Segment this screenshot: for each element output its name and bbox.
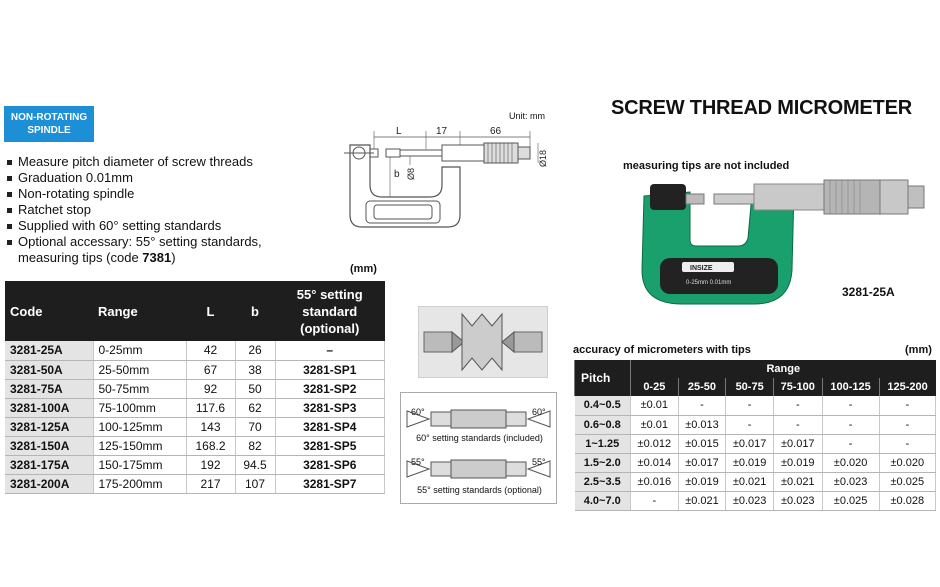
col-range-2: 50-75: [726, 378, 774, 396]
table-row: [5, 455, 385, 474]
cell-range: 175-200mm: [93, 474, 186, 493]
cell-L: 168.2: [186, 436, 235, 455]
table-row: [575, 453, 936, 472]
cell-value: -: [726, 396, 774, 415]
cell-range: 0-25mm: [93, 341, 186, 360]
cell-value: -: [822, 415, 879, 434]
table-row: [5, 360, 385, 379]
cell-value: -: [773, 396, 822, 415]
cell-value: ±0.01: [631, 415, 679, 434]
col-range-4: 100-125: [822, 378, 879, 396]
cell-L: 192: [186, 455, 235, 474]
col-L: L: [186, 281, 235, 341]
cell-value: ±0.021: [726, 472, 774, 491]
table-row: [575, 434, 936, 453]
tips-note: measuring tips are not included: [623, 160, 790, 172]
cell-pitch: 1~1.25: [575, 434, 631, 453]
frame-range-text: 0-25mm 0.01mm: [686, 280, 732, 286]
col-range-group: Range: [631, 360, 936, 378]
feature-cont-suffix: ): [171, 250, 176, 265]
cell-standard: 3281-SP7: [275, 474, 385, 493]
cell-value: ±0.013: [678, 415, 726, 434]
dim-L: L: [396, 126, 402, 137]
cell-range: 50-75mm: [93, 379, 186, 398]
cell-standard: 3281-SP3: [275, 398, 385, 417]
cell-value: ±0.021: [773, 472, 822, 491]
thread-tip-illustration: [418, 306, 548, 378]
std55-angle-right: 55°: [532, 457, 546, 467]
col-code: Code: [5, 281, 93, 341]
cell-value: ±0.016: [631, 472, 679, 491]
table-row: [5, 436, 385, 455]
dim-d8: Ø8: [406, 167, 416, 180]
spec-table-unit: (mm): [350, 263, 377, 275]
cell-b: 70: [235, 417, 275, 436]
dimension-drawing: [330, 105, 560, 245]
col-b: b: [235, 281, 275, 341]
cell-code: 3281-50A: [5, 360, 93, 379]
tip-code: 7381: [142, 250, 172, 265]
cell-pitch: 0.4~0.5: [575, 396, 631, 415]
cell-code: 3281-175A: [5, 455, 93, 474]
cell-b: 50: [235, 379, 275, 398]
cell-standard: 3281-SP2: [275, 379, 385, 398]
cell-value: ±0.019: [726, 453, 774, 472]
cell-value: -: [631, 491, 679, 510]
cell-value: -: [726, 415, 774, 434]
table-row: [5, 474, 385, 493]
cell-code: 3281-200A: [5, 474, 93, 493]
cell-b: 82: [235, 436, 275, 455]
cell-value: -: [879, 415, 935, 434]
cell-value: ±0.020: [879, 453, 935, 472]
cell-standard: 3281-SP5: [275, 436, 385, 455]
cell-value: ±0.020: [822, 453, 879, 472]
cell-range: 150-175mm: [93, 455, 186, 474]
cell-code: 3281-150A: [5, 436, 93, 455]
cell-b: 94.5: [235, 455, 275, 474]
dim-d18: Ø18: [538, 149, 548, 167]
std60-caption: 60° setting standards (included): [416, 433, 543, 443]
accuracy-title: accuracy of micrometers with tips: [573, 344, 751, 356]
cell-b: 62: [235, 398, 275, 417]
cell-value: ±0.023: [822, 472, 879, 491]
std60-angle-right: 60°: [532, 407, 546, 417]
cell-value: ±0.019: [773, 453, 822, 472]
table-row: [5, 341, 385, 360]
table-row: [575, 415, 936, 434]
cell-value: -: [879, 396, 935, 415]
cell-code: 3281-75A: [5, 379, 93, 398]
cell-value: ±0.01: [631, 396, 679, 415]
cell-value: ±0.019: [678, 472, 726, 491]
cell-standard: 3281-SP4: [275, 417, 385, 436]
feature-item: Graduation 0.01mm: [6, 170, 326, 186]
cell-pitch: 4.0~7.0: [575, 491, 631, 510]
spindle-badge: [4, 106, 94, 142]
badge-line-1: NON-ROTATING: [10, 112, 88, 123]
cell-value: ±0.025: [879, 472, 935, 491]
cell-range: 125-150mm: [93, 436, 186, 455]
cell-b: 38: [235, 360, 275, 379]
col-standard-l2: standard: [302, 303, 358, 319]
cell-standard: –: [275, 341, 385, 360]
cell-value: ±0.017: [678, 453, 726, 472]
feature-cont-prefix: measuring tips (code: [18, 250, 143, 265]
feature-list: [6, 154, 326, 266]
feature-item: Optional accessary: 55° setting standards,: [6, 234, 326, 250]
accuracy-unit: (mm): [905, 344, 932, 356]
col-range-1: 25-50: [678, 378, 726, 396]
cell-value: ±0.028: [879, 491, 935, 510]
cell-L: 67: [186, 360, 235, 379]
table-row: [5, 379, 385, 398]
cell-range: 75-100mm: [93, 398, 186, 417]
cell-value: -: [773, 415, 822, 434]
cell-value: ±0.017: [726, 434, 774, 453]
cell-value: ±0.017: [773, 434, 822, 453]
col-standard-l1: 55° setting: [296, 286, 363, 302]
cell-pitch: 1.5~2.0: [575, 453, 631, 472]
cell-pitch: 0.6~0.8: [575, 415, 631, 434]
table-row: [575, 491, 936, 510]
cell-value: ±0.023: [726, 491, 774, 510]
col-range-0: 0-25: [631, 378, 679, 396]
cell-standard: 3281-SP6: [275, 455, 385, 474]
feature-item: Supplied with 60° setting standards: [6, 218, 326, 234]
cell-value: ±0.014: [631, 453, 679, 472]
table-row: [5, 417, 385, 436]
feature-item: Non-rotating spindle: [6, 186, 326, 202]
spec-table: [5, 281, 385, 494]
cell-code: 3281-25A: [5, 341, 93, 360]
cell-value: -: [822, 434, 879, 453]
accuracy-header-row: [575, 360, 936, 378]
col-range-5: 125-200: [879, 378, 935, 396]
accuracy-table: [574, 360, 936, 511]
cell-code: 3281-100A: [5, 398, 93, 417]
model-label: 3281-25A: [842, 285, 895, 299]
brand-logo: INSIZE: [690, 265, 713, 272]
cell-value: -: [822, 396, 879, 415]
cell-standard: 3281-SP1: [275, 360, 385, 379]
page-title: SCREW THREAD MICROMETER: [611, 97, 912, 119]
spec-header-row: [5, 281, 385, 341]
std55-angle-left: 55°: [411, 457, 425, 467]
unit-label: Unit: mm: [509, 111, 545, 121]
cell-value: -: [879, 434, 935, 453]
cell-pitch: 2.5~3.5: [575, 472, 631, 491]
dim-b: b: [394, 169, 400, 180]
feature-item: Measure pitch diameter of screw threads: [6, 154, 326, 170]
table-row: [5, 398, 385, 417]
cell-value: ±0.025: [822, 491, 879, 510]
col-standard-l3: (optional): [300, 320, 360, 336]
cell-L: 217: [186, 474, 235, 493]
cell-b: 107: [235, 474, 275, 493]
badge-line-2: SPINDLE: [27, 125, 71, 136]
cell-value: -: [678, 396, 726, 415]
cell-value: ±0.012: [631, 434, 679, 453]
cell-value: ±0.021: [678, 491, 726, 510]
std55-caption: 55° setting standards (optional): [417, 485, 542, 495]
cell-range: 25-50mm: [93, 360, 186, 379]
cell-L: 143: [186, 417, 235, 436]
cell-L: 42: [186, 341, 235, 360]
dim-17: 17: [436, 126, 448, 137]
col-range: Range: [93, 281, 186, 341]
cell-code: 3281-125A: [5, 417, 93, 436]
cell-value: ±0.023: [773, 491, 822, 510]
cell-b: 26: [235, 341, 275, 360]
std60-angle-left: 60°: [411, 407, 425, 417]
col-pitch: Pitch: [575, 360, 631, 396]
table-row: [575, 472, 936, 491]
feature-item: Ratchet stop: [6, 202, 326, 218]
setting-standards-box: [400, 392, 557, 504]
feature-item-continuation: [6, 250, 326, 266]
col-range-3: 75-100: [773, 378, 822, 396]
cell-range: 100-125mm: [93, 417, 186, 436]
cell-L: 117.6: [186, 398, 235, 417]
dim-66: 66: [490, 126, 502, 137]
cell-value: ±0.015: [678, 434, 726, 453]
cell-L: 92: [186, 379, 235, 398]
col-standard: [275, 281, 385, 341]
table-row: [575, 396, 936, 415]
